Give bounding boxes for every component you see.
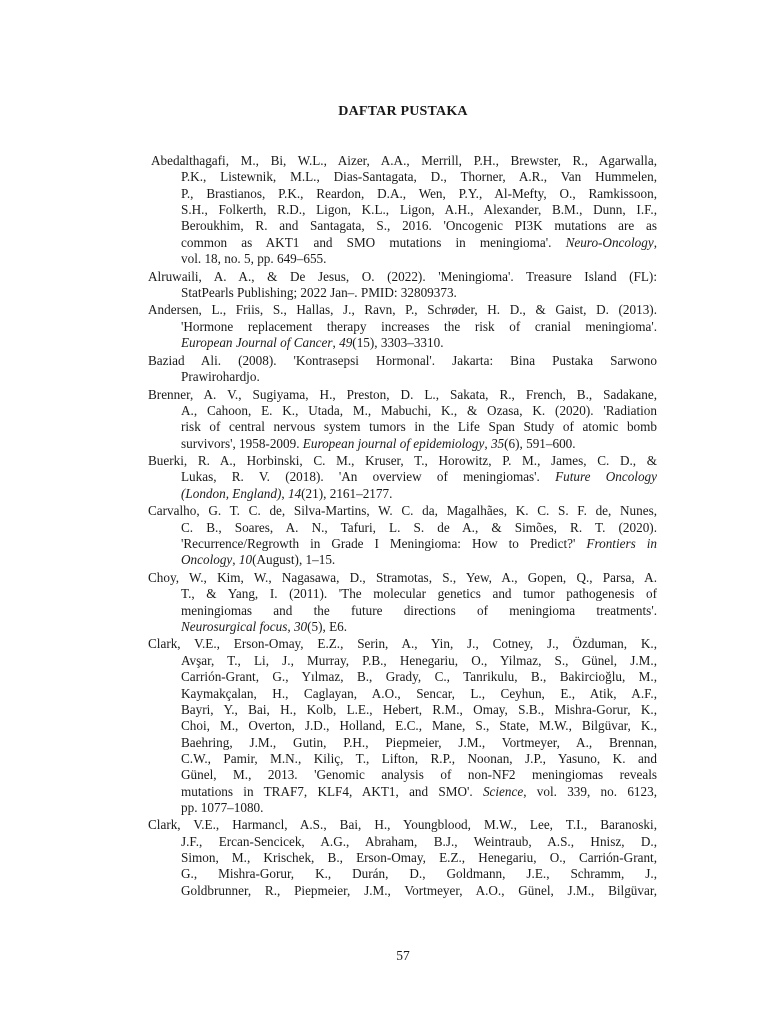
italic-text: European journal of epidemiology xyxy=(302,435,485,451)
reference-text: (5), E6. xyxy=(307,618,348,634)
reference-line xyxy=(181,419,657,435)
italic-text: Science xyxy=(482,783,524,799)
reference-line xyxy=(181,235,657,251)
reference-text: P., Brastianos, P.K., Reardon, D.A., Wen, P.Y., Al-Mefty, O., Ramkissoon, xyxy=(181,185,657,201)
reference-line xyxy=(148,302,657,318)
reference-text: common as AKT1 and SMO mutations in meningioma'. xyxy=(181,234,566,250)
reference-text: , xyxy=(281,485,288,501)
reference-text: C.W., Pamir, M.N., Kiliç, T., Lifton, R.P., Noonan, J.P., Yasuno, K. and xyxy=(181,750,657,766)
page-number: 57 xyxy=(396,948,410,963)
reference-text: mutations in TRAF7, KLF4, AKT1, and SMO'. xyxy=(181,783,483,799)
reference-line xyxy=(181,784,657,800)
reference-line xyxy=(181,520,657,536)
reference-text: Günel, M., 2013. 'Genomic analysis of non-NF2 meningiomas reveals xyxy=(181,767,657,783)
reference-line xyxy=(181,850,657,866)
reference-line xyxy=(181,619,657,635)
reference-line xyxy=(181,866,657,882)
reference-text: Lukas, R. V. (2018). 'An overview of meningiomas'. xyxy=(181,469,556,485)
reference-text: Kaymakçalan, H., Caglayan, A.O., Sencar, L., Ceyhun, E., Atik, A.F., xyxy=(181,685,657,701)
reference-text: meningiomas and the future directions of meningioma treatments'. xyxy=(181,602,657,618)
reference-line xyxy=(148,353,657,369)
reference-text: , xyxy=(232,552,239,568)
reference-line xyxy=(181,536,657,552)
reference-entry xyxy=(148,503,657,568)
reference-line xyxy=(181,285,657,301)
italic-text: Future Oncology xyxy=(555,469,657,485)
reference-text: , xyxy=(653,234,657,250)
reference-line xyxy=(181,403,657,419)
reference-text: Brenner, A. V., Sugiyama, H., Preston, D. L., Sakata, R., French, B., Sadakane, xyxy=(148,386,657,402)
reference-line xyxy=(181,251,657,267)
reference-text: Bayri, Y., Bai, H., Kolb, L.E., Hebert, R.M., Omay, S.B., Mishra-Gorur, K., xyxy=(181,701,657,717)
reference-line xyxy=(181,436,657,452)
reference-line xyxy=(151,153,657,169)
reference-line xyxy=(148,387,657,403)
reference-text: Andersen, L., Friis, S., Hallas, J., Ravn, P., Schrøder, H. D., & Gaist, D. (2013). xyxy=(148,302,657,318)
reference-text: Clark, V.E., Erson-Omay, E.Z., Serin, A., Yin, J., Cotney, J., Özduman, K., xyxy=(148,636,657,652)
reference-line xyxy=(181,169,657,185)
reference-text: , vol. 339, no. 6123, xyxy=(523,783,657,799)
reference-text: G., Mishra-Gorur, K., Durán, D., Goldmann, J.E., Schramm, J., xyxy=(181,866,657,882)
reference-line xyxy=(181,735,657,751)
reference-text: C. B., Soares, A. N., Tafuri, L. S. de A., & Simões, R. T. (2020). xyxy=(181,519,657,535)
reference-text: (August), 1–15. xyxy=(252,552,336,568)
reference-line xyxy=(148,570,657,586)
reference-text: (15), 3303–3310. xyxy=(352,335,444,351)
reference-line xyxy=(181,486,657,502)
reference-text: A., Cahoon, E. K., Utada, M., Mabuchi, K., & Ozasa, K. (2020). 'Radiation xyxy=(181,402,657,418)
reference-text: 'Hormone replacement therapy increases the risk of cranial meningioma'. xyxy=(181,318,657,334)
reference-list xyxy=(148,153,657,900)
italic-text: 49 xyxy=(339,335,353,351)
reference-text: Clark, V.E., Harmancl, A.S., Bai, H., Youngblood, M.W., Lee, T.I., Baranoski, xyxy=(148,817,657,833)
reference-line xyxy=(181,883,657,899)
reference-line xyxy=(181,469,657,485)
italic-text: Frontiers in xyxy=(586,536,657,552)
reference-text: Avşar, T., Li, J., Murray, P.B., Henegariu, O., Yilmaz, S., Günel, J.M., xyxy=(181,652,657,668)
reference-line xyxy=(181,767,657,783)
reference-text: pp. 1077–1080. xyxy=(181,799,264,815)
reference-line xyxy=(181,319,657,335)
reference-entry xyxy=(148,302,657,351)
reference-line xyxy=(181,603,657,619)
reference-entry xyxy=(148,817,657,899)
reference-entry xyxy=(148,268,657,302)
reference-text: (6), 591–600. xyxy=(504,435,576,451)
italic-text: European Journal of Cancer xyxy=(181,335,333,351)
reference-line xyxy=(181,669,657,685)
reference-line xyxy=(181,552,657,568)
reference-text: S.H., Folkerth, R.D., Ligon, K.L., Ligon, A.H., Alexander, B.M., Dunn, I.F., xyxy=(181,202,657,218)
reference-text: Choy, W., Kim, W., Nagasawa, D., Stramotas, S., Yew, A., Gopen, Q., Parsa, A. xyxy=(148,569,657,585)
reference-text: survivors', 1958-2009. xyxy=(181,435,303,451)
reference-line xyxy=(181,800,657,816)
reference-text: Baziad Ali. (2008). 'Kontrasepsi Hormonal'. Jakarta: Bina Pustaka Sarwono xyxy=(148,352,657,368)
italic-text: 30 xyxy=(293,618,308,634)
reference-line xyxy=(181,834,657,850)
reference-line xyxy=(181,218,657,234)
italic-text: Oncology xyxy=(181,552,233,568)
reference-text: T., & Yang, I. (2011). 'The molecular genetics and tumor pathogenesis of xyxy=(181,586,657,602)
reference-line xyxy=(181,653,657,669)
reference-line xyxy=(181,751,657,767)
reference-entry xyxy=(148,636,657,816)
reference-line xyxy=(148,453,657,469)
reference-line xyxy=(148,636,657,652)
reference-text: (21), 2161–2177. xyxy=(301,485,393,501)
page-title: DAFTAR PUSTAKA xyxy=(338,104,468,119)
reference-text: , xyxy=(287,618,294,634)
reference-text: risk of central nervous system tumors in the Life Span Study of atomic bomb xyxy=(181,419,657,435)
reference-line xyxy=(181,686,657,702)
italic-text: 35 xyxy=(490,435,505,451)
reference-text: vol. 18, no. 5, pp. 649–655. xyxy=(181,251,327,267)
reference-entry xyxy=(148,453,657,502)
reference-text: Abedalthagafi, M., Bi, W.L., Aizer, A.A., Merrill, P.H., Brewster, R., Agarwalla, xyxy=(151,153,657,168)
reference-text: , xyxy=(332,335,340,351)
reference-text: StatPearls Publishing; 2022 Jan–. PMID: 32809373. xyxy=(181,284,457,300)
reference-text: Goldbrunner, R., Piepmeier, J.M., Vortmeyer, A.O., Günel, J.M., Bilgüvar, xyxy=(181,882,657,898)
reference-text: Carvalho, G. T. C. de, Silva-Martins, W. C. da, Magalhães, K. C. S. F. de, Nunes, xyxy=(148,503,657,519)
italic-text: Neuro-Oncology xyxy=(565,234,654,250)
reference-line xyxy=(148,269,657,285)
reference-line xyxy=(148,817,657,833)
reference-line xyxy=(148,503,657,519)
reference-entry xyxy=(148,569,657,635)
italic-text: Neurosurgical focus xyxy=(181,618,288,634)
reference-text: Alruwaili, A. A., & De Jesus, O. (2022). 'Meningioma'. Treasure Island (FL): xyxy=(148,268,657,284)
reference-entry xyxy=(148,386,657,452)
reference-line xyxy=(181,702,657,718)
reference-line xyxy=(181,335,657,351)
reference-text: Baehring, J.M., Gutin, P.H., Piepmeier, J.M., Vortmeyer, A., Brennan, xyxy=(181,734,657,750)
reference-text: J.F., Ercan-Sencicek, A.G., Abraham, B.J., Weintraub, A.S., Hnisz, D., xyxy=(181,833,657,849)
reference-line xyxy=(181,586,657,602)
reference-line xyxy=(181,202,657,218)
reference-text: Prawirohardjo. xyxy=(181,369,260,385)
reference-text: Simon, M., Krischek, B., Erson-Omay, E.Z., Henegariu, O., Carrión-Grant, xyxy=(181,850,657,866)
reference-line xyxy=(181,718,657,734)
reference-entry xyxy=(151,153,657,267)
reference-line xyxy=(181,369,657,385)
italic-text: (London, England) xyxy=(181,485,282,501)
reference-text: Beroukhim, R. and Santagata, S., 2016. 'Oncogenic PI3K mutations are as xyxy=(181,218,657,234)
reference-entry xyxy=(148,352,657,386)
reference-text: P.K., Listewnik, M.L., Dias-Santagata, D., Thorner, A.R., Van Hummelen, xyxy=(181,169,657,185)
reference-line xyxy=(181,186,657,202)
reference-text: Carrión-Grant, G., Yılmaz, B., Grady, C., Tanrikulu, B., Bakircioğlu, M., xyxy=(181,669,657,685)
reference-text: 'Recurrence/Regrowth in Grade I Meningioma: How to Predict?' xyxy=(181,536,587,552)
italic-text: 14 xyxy=(287,485,302,501)
reference-text: Choi, M., Overton, J.D., Holland, E.C., Mane, S., State, M.W., Bilgüvar, K., xyxy=(181,718,657,734)
italic-text: 10 xyxy=(238,552,253,568)
reference-text: , xyxy=(484,435,491,451)
reference-text: Buerki, R. A., Horbinski, C. M., Kruser, T., Horowitz, P. M., James, C. D., & xyxy=(148,453,657,469)
